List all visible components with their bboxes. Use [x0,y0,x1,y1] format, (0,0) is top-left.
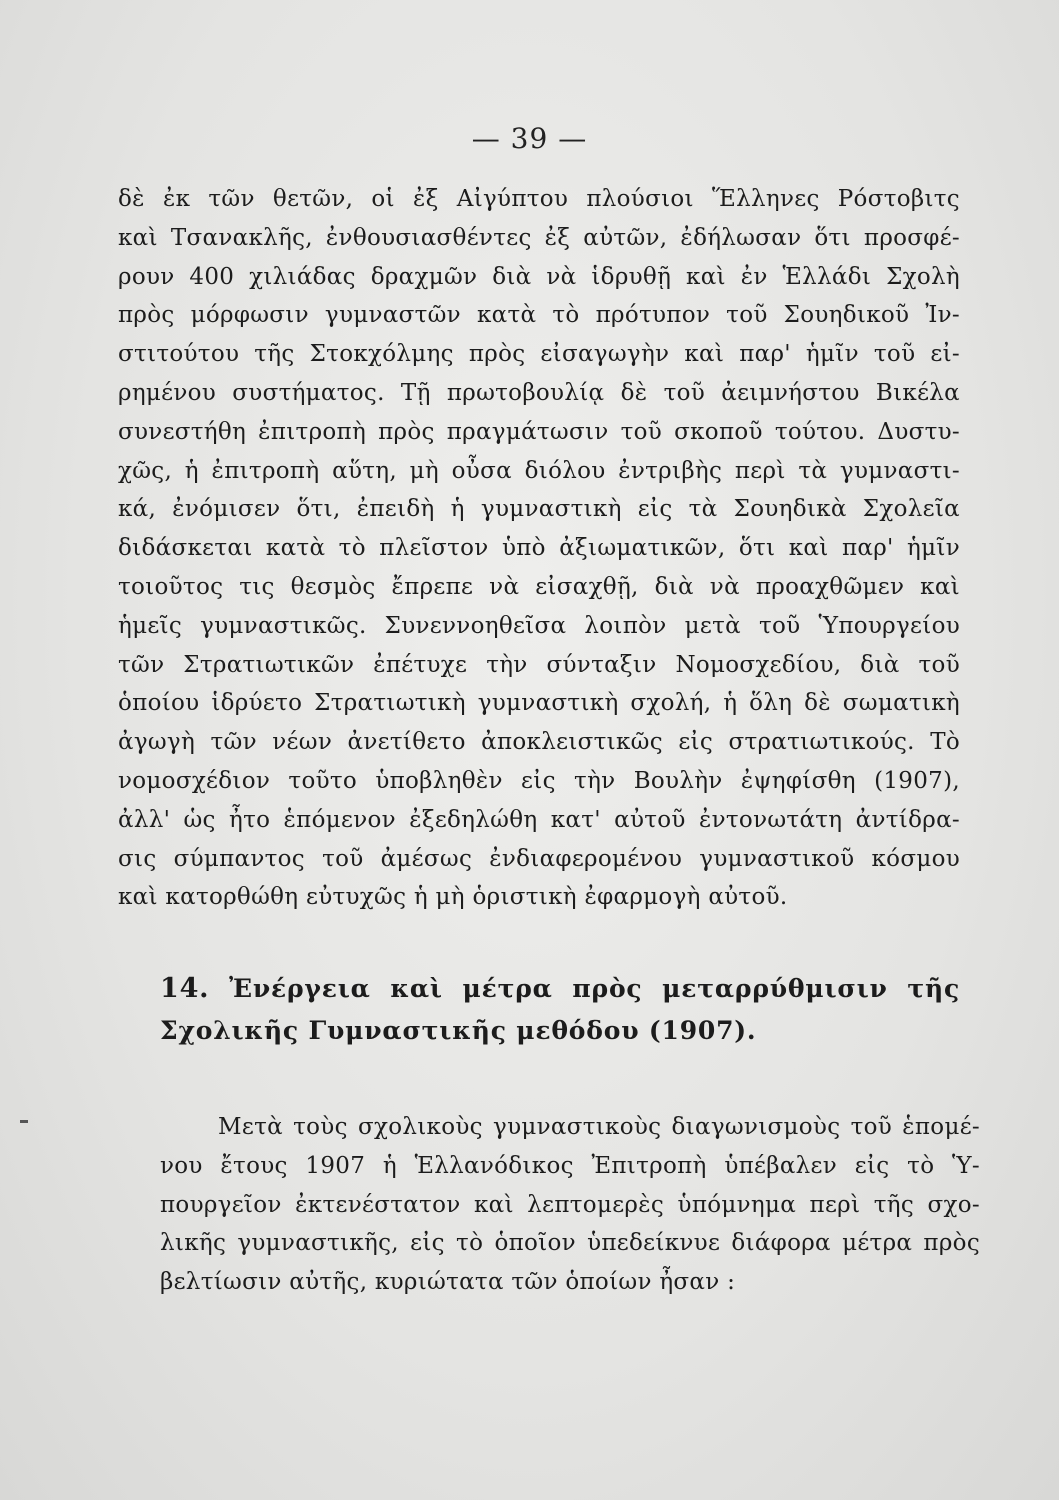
section-heading [160,968,960,1052]
text-line: χῶς, ἡ ἐπιτροπὴ αὕτη, μὴ οὖσα διόλου ἐντριβὴς περὶ τὰ γυμναστι- [118,457,960,484]
text-line: στιτούτου τῆς Στοκχόλμης πρὸς εἰσαγωγὴν καὶ παρ' ἡμῖν τοῦ εἰ- [118,341,960,368]
text-line: πουργεῖον ἐκτενέστατον καὶ λεπτομερὲς ὑπόμνημα περὶ τῆς σχο- [160,1191,980,1218]
text-line: δὲ ἐκ τῶν θετῶν, οἱ ἐξ Αἰγύπτου πλούσιοι Ἕλληνες Ρόστοβιτς [118,186,960,212]
section-number: 14. [160,973,210,1004]
section-title-text-1: Ἐνέργεια καὶ μέτρα πρὸς μεταρρύθμισιν τῆς [229,974,960,1003]
page-number: — 39 — [471,122,588,155]
text-line: πρὸς μόρφωσιν γυμναστῶν κατὰ τὸ πρότυπον τοῦ Σουηδικοῦ Ἰν- [118,302,960,329]
text-line: διδάσκεται κατὰ τὸ πλεῖστον ὑπὸ ἀξιωματικῶν, ὅτι καὶ παρ' ἡμῖν [118,535,960,562]
text-line: νου ἔτους 1907 ἡ Ἑλλανόδικος Ἐπιτροπὴ ὑπέβαλεν εἰς τὸ Ὑ- [160,1152,980,1179]
text-line: τοιοῦτος τις θεσμὸς ἔπρεπε νὰ εἰσαχθῇ, διὰ νὰ προαχθῶμεν καὶ [118,573,960,600]
text-line: ρουν 400 χιλιάδας δραχμῶν διὰ νὰ ἱδρυθῇ καὶ ἐν Ἑλλάδι Σχολὴ [118,263,960,290]
text-line: λικῆς γυμναστικῆς, εἰς τὸ ὁποῖον ὑπεδείκνυε διάφορα μέτρα πρὸς [160,1230,980,1257]
paragraph-1 [118,180,960,917]
text-line: νομοσχέδιον τοῦτο ὑποβληθὲν εἰς τὴν Βουλὴν ἐψηφίσθη (1907), [118,767,960,794]
section-title-line-2: Σχολικῆς Γυμναστικῆς μεθόδου (1907). [160,1016,757,1045]
text-line: κά, ἐνόμισεν ὅτι, ἐπειδὴ ἡ γυμναστικὴ εἰς τὰ Σουηδικὰ Σχολεῖα [118,496,960,523]
section-title-line-1 [160,968,960,1010]
text-line: ἀλλ' ὡς ἦτο ἑπόμενον ἐξεδηλώθη κατ' αὐτοῦ ἐντονωτάτη ἀντίδρα- [118,806,960,833]
text-line: ὁποίου ἱδρύετο Στρατιωτικὴ γυμναστικὴ σχολή, ἡ ὅλη δὲ σωματικὴ [118,690,960,717]
text-line: τῶν Στρατιωτικῶν ἐπέτυχε τὴν σύνταξιν Νομοσχεδίου, διὰ τοῦ [118,651,960,678]
text-line: Μετὰ τοὺς σχολικοὺς γυμναστικοὺς διαγωνισμοὺς τοῦ ἑπομέ- [218,1114,980,1140]
text-line: ἡμεῖς γυμναστικῶς. Συνεννοηθεῖσα λοιπὸν μετὰ τοῦ Ὑπουργείου [118,612,960,639]
text-line: συνεστήθη ἐπιτροπὴ πρὸς πραγμάτωσιν τοῦ σκοποῦ τούτου. Δυστυ- [118,418,960,445]
text-line: καὶ Τσανακλῆς, ἐνθουσιασθέντες ἐξ αὐτῶν, ἐδήλωσαν ὅτι προσφέ- [118,224,960,251]
paragraph-2 [160,1108,980,1302]
text-line: σις σύμπαντος τοῦ ἀμέσως ἐνδιαφερομένου γυμναστικοῦ κόσμου [118,845,960,872]
text-line: βελτίωσιν αὐτῆς, κυριώτατα τῶν ὁποίων ἦσαν : [160,1269,736,1296]
text-line: καὶ κατορθώθη εὐτυχῶς ἡ μὴ ὁριστικὴ ἐφαρμογὴ αὐτοῦ. [118,884,788,911]
text-line: ρημένου συστήματος. Τῇ πρωτοβουλίᾳ δὲ τοῦ ἀειμνήστου Βικέλα [118,379,960,406]
margin-mark [20,1120,28,1123]
text-line: ἀγωγὴ τῶν νέων ἀνετίθετο ἀποκλειστικῶς εἰς στρατιωτικούς. Τὸ [118,729,960,756]
